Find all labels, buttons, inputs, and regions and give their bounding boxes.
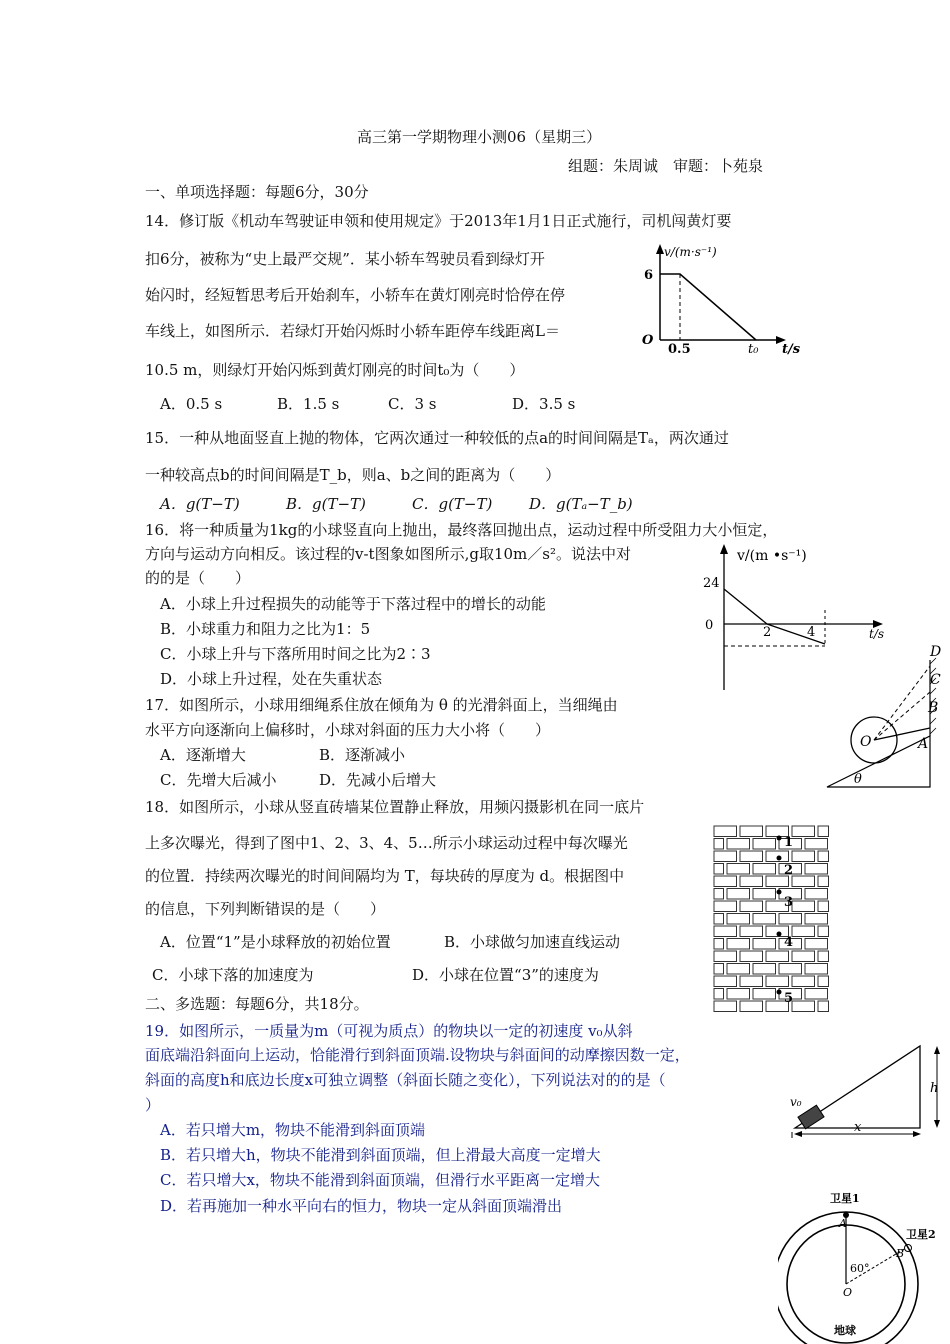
- q19-line2: 面底端沿斜面向上运动，恰能滑行到斜面顶端.设物块与斜面间的动摩擦因数一定，: [145, 1046, 690, 1064]
- brick: [753, 989, 776, 1000]
- brick: [714, 964, 724, 975]
- brick: [727, 964, 750, 975]
- q14-graph-origin: O: [642, 333, 654, 348]
- brick: [805, 839, 828, 850]
- brick: [753, 889, 776, 900]
- brick: [753, 864, 776, 875]
- q15-option-a: A．g(T−T): [160, 495, 240, 513]
- brick: [740, 876, 763, 887]
- brick: [714, 939, 724, 950]
- brick: [792, 976, 815, 987]
- q14-graph-xlabel: t/s: [782, 342, 801, 355]
- brick: [714, 889, 724, 900]
- q19-label-x: x: [854, 1120, 862, 1135]
- section-1-heading: 一、单项选择题：每题6分，30分: [145, 183, 369, 201]
- sat-label-earth: 地球: [834, 1324, 856, 1337]
- q18-option-c: C．小球下落的加速度为: [152, 966, 314, 984]
- q16-line1: 16．将一种质量为1kg的小球竖直向上抛出，最终落回抛出点，运动过程中所受阻力大小恒定，: [145, 521, 778, 539]
- q16-graph-x4: 4: [807, 625, 816, 640]
- q18-line1: 18．如图所示，小球从竖直砖墙某位置静止释放，用频闪摄影机在同一底片: [145, 798, 645, 816]
- q16-line2: 方向与运动方向相反。该过程的v-t图象如图所示,g取10m／s²。说法中对: [145, 545, 631, 563]
- q16-graph-ylabel: v/(m •s⁻¹): [737, 548, 807, 564]
- brick: [766, 976, 789, 987]
- q14-line3: 始闪时，经短暂思考后开始刹车，小轿车在黄灯刚亮时恰停在停: [145, 286, 566, 304]
- q15-line2: 一种较高点b的时间间隔是T_b，则a、b之间的距离为（ ）: [145, 466, 561, 484]
- brick: [818, 1001, 829, 1012]
- q17-option-d: D．先减小后增大: [319, 771, 437, 789]
- q16-option-b: B．小球重力和阻力之比为1：5: [160, 620, 371, 638]
- q14-line4: 车线上，如图所示．若绿灯开始闪烁时小轿车距停车线距离L＝: [145, 322, 560, 340]
- brick: [792, 1001, 815, 1012]
- brick: [740, 951, 763, 962]
- sat-label-2: 卫星2: [906, 1228, 936, 1241]
- brick: [792, 851, 815, 862]
- q18-label-4: 4: [784, 935, 794, 950]
- q17-line1: 17．如图所示，小球用细绳系住放在倾角为 θ 的光滑斜面上，当细绳由: [145, 696, 618, 714]
- brick: [727, 839, 750, 850]
- q16-option-c: C．小球上升与下落所用时间之比为2∶3: [160, 645, 431, 663]
- brick: [818, 826, 829, 837]
- brick: [818, 976, 829, 987]
- q14-line1: 14．修订版《机动车驾驶证申领和使用规定》于2013年1月1日正式施行，司机闯黄灯要: [145, 212, 732, 230]
- q19-label-v0: v₀: [790, 1095, 802, 1109]
- q17-label-a: A: [918, 736, 929, 752]
- brick: [805, 914, 828, 925]
- brick: [805, 964, 828, 975]
- q18-label-3: 3: [784, 895, 794, 910]
- sat-label-1: 卫星1: [830, 1192, 860, 1205]
- q17-line2: 水平方向逐渐向上偏移时，小球对斜面的压力大小将（ ）: [145, 721, 551, 739]
- q14-option-d: D．3.5 s: [512, 395, 576, 413]
- sat-label-a: A: [839, 1217, 847, 1230]
- q17-option-c: C．先增大后减小: [160, 771, 277, 789]
- brick: [714, 876, 737, 887]
- brick: [805, 989, 828, 1000]
- brick: [714, 951, 737, 962]
- brick: [714, 976, 737, 987]
- q19-line3: 斜面的高度h和底边长度x可独立调整（斜面长随之变化），下列说法对的的是（: [145, 1071, 666, 1089]
- q18-label-2: 2: [784, 863, 794, 878]
- brick: [818, 926, 829, 937]
- q17-label-d: D: [930, 644, 942, 660]
- brick: [727, 889, 750, 900]
- brick: [792, 876, 815, 887]
- q19-line1: 19．如图所示，一质量为m（可视为质点）的物块以一定的初速度 v₀从斜: [145, 1022, 633, 1040]
- page-title: 高三第一学期物理小测06（星期三）: [357, 128, 602, 146]
- brick: [818, 901, 829, 912]
- brick: [753, 939, 776, 950]
- brick: [805, 889, 828, 900]
- q19-label-h: h: [930, 1081, 939, 1096]
- brick: [792, 901, 815, 912]
- q19-incline-figure: [780, 1040, 950, 1140]
- brick: [740, 826, 763, 837]
- brick: [740, 926, 763, 937]
- q16-line3: 的的是（ ）: [145, 569, 251, 587]
- satellite-orbit-figure: [778, 1188, 950, 1344]
- brick: [714, 1001, 737, 1012]
- q18-line3: 的位置．持续两次曝光的时间间隔均为 T，每块砖的厚度为 d。根据图中: [145, 867, 625, 885]
- q14-vt-graph: [636, 240, 806, 355]
- brick: [753, 964, 776, 975]
- q14-graph-xt0: t₀: [748, 342, 759, 355]
- q15-option-c: C．g(T−T): [412, 495, 493, 513]
- brick: [779, 914, 802, 925]
- q18-line2: 上多次曝光，得到了图中1、2、3、4、5…所示小球运动过程中每次曝光: [145, 834, 628, 852]
- brick: [818, 851, 829, 862]
- brick: [714, 851, 737, 862]
- q16-graph-y0: 0: [705, 618, 714, 633]
- q18-option-d: D．小球在位置“3”的速度为: [412, 966, 599, 984]
- q18-option-b: B．小球做匀加速直线运动: [444, 933, 621, 951]
- q14-graph-y6: 6: [644, 268, 654, 283]
- brick: [740, 901, 763, 912]
- brick: [727, 864, 750, 875]
- q16-option-d: D．小球上升过程，处在失重状态: [160, 670, 383, 688]
- q16-graph-y24: 24: [703, 576, 720, 591]
- q17-label-b: B: [928, 700, 939, 716]
- brick: [714, 989, 724, 1000]
- q16-graph-x2: 2: [763, 625, 772, 640]
- brick: [818, 876, 829, 887]
- q15-option-d: D．g(Tₐ−T_b): [529, 495, 633, 513]
- brick: [818, 951, 829, 962]
- brick: [714, 864, 724, 875]
- brick: [753, 839, 776, 850]
- q17-incline-figure: [820, 640, 945, 790]
- brick: [805, 939, 828, 950]
- brick: [805, 864, 828, 875]
- sat-label-angle: 60°: [850, 1262, 870, 1275]
- q14-line2: 扣6分，被称为“史上最严交规”．某小轿车驾驶员看到绿灯开: [145, 250, 545, 268]
- q18-line4: 的信息，下列判断错误的是（ ）: [145, 900, 386, 918]
- q14-option-c: C．3 s: [388, 395, 437, 413]
- q14-graph-ylabel: v/(m·s⁻¹): [664, 245, 717, 259]
- brick: [714, 926, 737, 937]
- q19-option-d: D．若再施加一种水平向右的恒力，物块一定从斜面顶端滑出: [160, 1197, 563, 1215]
- brick: [740, 976, 763, 987]
- brick: [714, 914, 724, 925]
- q19-option-a: A．若只增大m，物块不能滑到斜面顶端: [160, 1121, 426, 1139]
- q18-label-1: 1: [784, 835, 794, 850]
- brick: [714, 839, 724, 850]
- q14-option-b: B．1.5 s: [277, 395, 340, 413]
- section-2-heading: 二、多选题：每题6分，共18分。: [145, 995, 369, 1013]
- q16-option-a: A．小球上升过程损失的动能等于下落过程中的增长的动能: [160, 595, 546, 613]
- q15-option-b: B．g(T−T): [286, 495, 366, 513]
- brick: [792, 926, 815, 937]
- brick: [714, 826, 737, 837]
- q17-option-a: A．逐渐增大: [160, 746, 246, 764]
- q17-label-theta: θ: [854, 772, 862, 787]
- brick: [792, 951, 815, 962]
- q14-option-a: A．0.5 s: [160, 395, 223, 413]
- brick: [779, 964, 802, 975]
- brick: [740, 851, 763, 862]
- q17-label-o: O: [860, 734, 872, 750]
- q15-line1: 15．一种从地面竖直上抛的物体，它两次通过一种较低的点a的时间间隔是Tₐ，两次通过: [145, 429, 729, 447]
- q17-option-b: B．逐渐减小: [319, 746, 406, 764]
- brick: [792, 826, 815, 837]
- brick: [714, 901, 737, 912]
- q17-label-c: C: [930, 672, 941, 688]
- q19-option-b: B．若只增大h，物块不能滑到斜面顶端，但上滑最大高度一定增大: [160, 1146, 601, 1164]
- brick: [753, 914, 776, 925]
- sat-label-b: B: [896, 1247, 905, 1260]
- authors: 组题：朱周诚 审题：卜苑泉: [568, 157, 764, 175]
- brick: [740, 1001, 763, 1012]
- q18-option-a: A．位置“1”是小球释放的初始位置: [160, 933, 391, 951]
- q18-brick-wall: [712, 822, 837, 1022]
- brick: [727, 939, 750, 950]
- q18-label-5: 5: [784, 991, 794, 1006]
- sat-label-o: O: [843, 1286, 853, 1299]
- q14-line5: 10.5 m，则绿灯开始闪烁到黄灯刚亮的时间t₀为（ ）: [145, 361, 525, 379]
- q14-graph-x05: 0.5: [668, 342, 691, 355]
- q16-graph-xlabel: t/s: [869, 627, 885, 641]
- q19-option-c: C．若只增大x，物块不能滑到斜面顶端，但滑行水平距离一定增大: [160, 1171, 600, 1189]
- q19-line4: ）: [145, 1096, 161, 1114]
- brick: [727, 914, 750, 925]
- brick: [766, 951, 789, 962]
- brick: [727, 989, 750, 1000]
